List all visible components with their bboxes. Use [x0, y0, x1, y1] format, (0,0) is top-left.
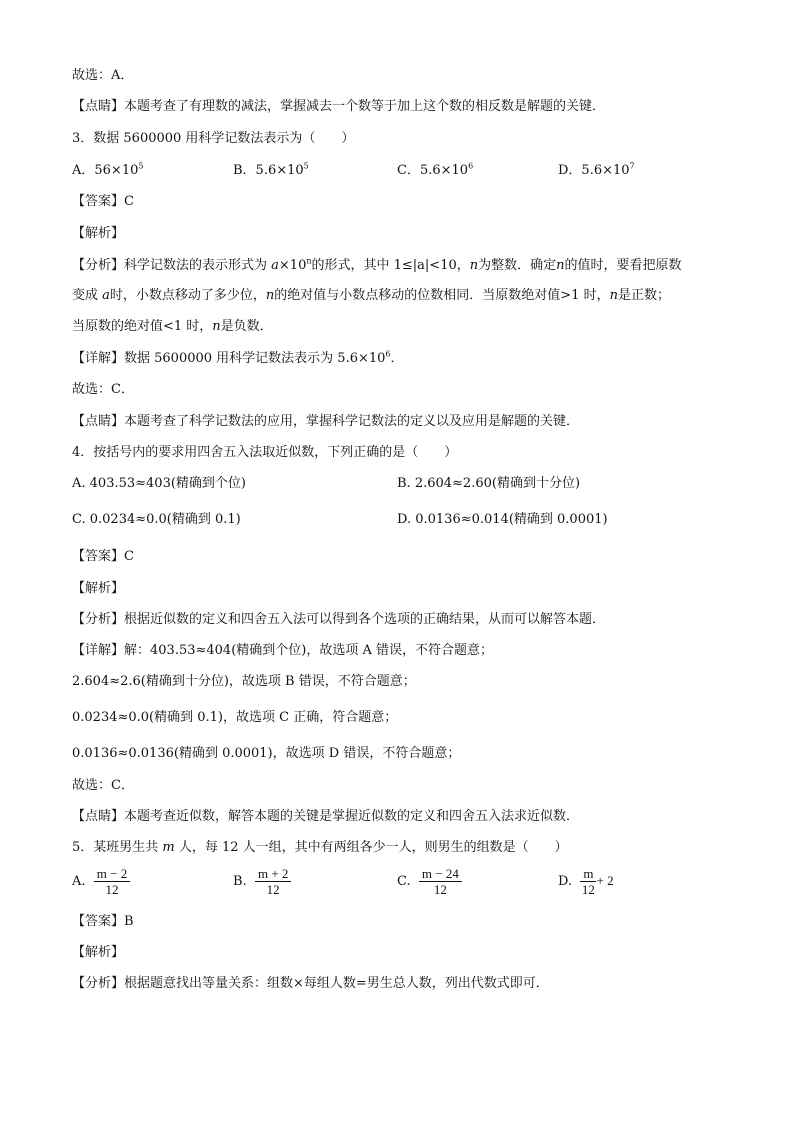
detail-4-line-1: 【详解】解：403.53≈404(精确到个位)，故选项 A 错误，不符合题意； — [72, 643, 493, 658]
answer-line: 故选：A． — [72, 68, 134, 83]
q3-option-b: B．$5.6\times 10^5$ — [233, 161, 309, 178]
comment-line: 【点睛】本题考查了有理数的减法，掌握减去一个数等于加上这个数的相反数是解题的关键． — [72, 99, 606, 114]
answer-5: 【答案】B — [72, 914, 134, 929]
q4-option-a: A. 403.53≈403(精确到个位) — [72, 476, 246, 491]
q3-option-a: A．$56\times 10^5$ — [72, 161, 144, 178]
analysis-header-4: 【解析】 — [72, 581, 125, 596]
q3-option-d: D．$5.6\times 10^7$ — [558, 161, 635, 178]
analysis-3-line-1: 【分析】科学记数法的表示形式为 $a\times 10^n$的形式，其中 1≤|a|<10，n为整数．确定n的值时，要看把原数 — [72, 256, 682, 273]
analysis-3-line-2: 变成 a时，小数点移动了多少位，n的绝对值与小数点移动的位数相同．当原数绝对值>1 时，n是正数； — [72, 288, 670, 303]
analysis-header-5: 【解析】 — [72, 945, 125, 960]
comment-4: 【点睛】本题考查近似数，解答本题的关键是掌握近似数的定义和四舍五入法求近似数． — [72, 809, 580, 824]
q5-option-b: B. $\frac{m + 2}{12}$ — [233, 866, 291, 897]
detail-4-line-3: 0.0234≈0.0(精确到 0.1)，故选项 C 正确，符合题意； — [72, 710, 398, 725]
choose-4: 故选：C． — [72, 778, 134, 793]
question-3: 3．数据 5600000 用科学记数法表示为（ ） — [72, 131, 355, 146]
q5-option-c: C. $\frac{m - 24}{12}$ — [397, 866, 462, 897]
answer-3: 【答案】C — [72, 194, 134, 209]
q3-option-c: C．$5.6\times 10^6$ — [397, 161, 474, 178]
analysis-3-line-3: 当原数的绝对值<1 时，n是负数． — [72, 319, 273, 334]
q5-option-d: D. $\frac{m}{12}$ + 2 — [558, 866, 614, 897]
detail-3: 【详解】数据 5600000 用科学记数法表示为 $5.6\times 10^6$． — [72, 349, 404, 366]
analysis-5: 【分析】根据题意找出等量关系：组数×每组人数=男生总人数，列出代数式即可． — [72, 976, 549, 991]
comment-3: 【点睛】本题考查了科学记数法的应用，掌握科学记数法的定义以及应用是解题的关键． — [72, 414, 580, 429]
question-4: 4．按括号内的要求用四舍五入法取近似数，下列正确的是（ ） — [72, 445, 458, 460]
q5-option-a: A. $\frac{m - 2}{12}$ — [72, 866, 130, 897]
choose-3: 故选：C． — [72, 382, 134, 397]
q4-option-b: B. 2.604≈2.60(精确到十分位) — [397, 476, 581, 491]
analysis-4: 【分析】根据近似数的定义和四舍五入法可以得到各个选项的正确结果，从而可以解答本题． — [72, 612, 606, 627]
question-5: 5．某班男生共 m 人，每 12 人一组，其中有两组各少一人，则男生的组数是（ ） — [72, 840, 568, 855]
detail-4-line-4: 0.0136≈0.0136(精确到 0.0001)，故选项 D 错误，不符合题意； — [72, 746, 461, 761]
detail-4-line-2: 2.604≈2.6(精确到十分位)，故选项 B 错误，不符合题意； — [72, 674, 416, 689]
q4-option-c: C. 0.0234≈0.0(精确到 0.1) — [72, 512, 241, 527]
q4-option-d: D. 0.0136≈0.014(精确到 0.0001) — [397, 512, 608, 527]
answer-4: 【答案】C — [72, 549, 134, 564]
analysis-header-3: 【解析】 — [72, 226, 125, 241]
